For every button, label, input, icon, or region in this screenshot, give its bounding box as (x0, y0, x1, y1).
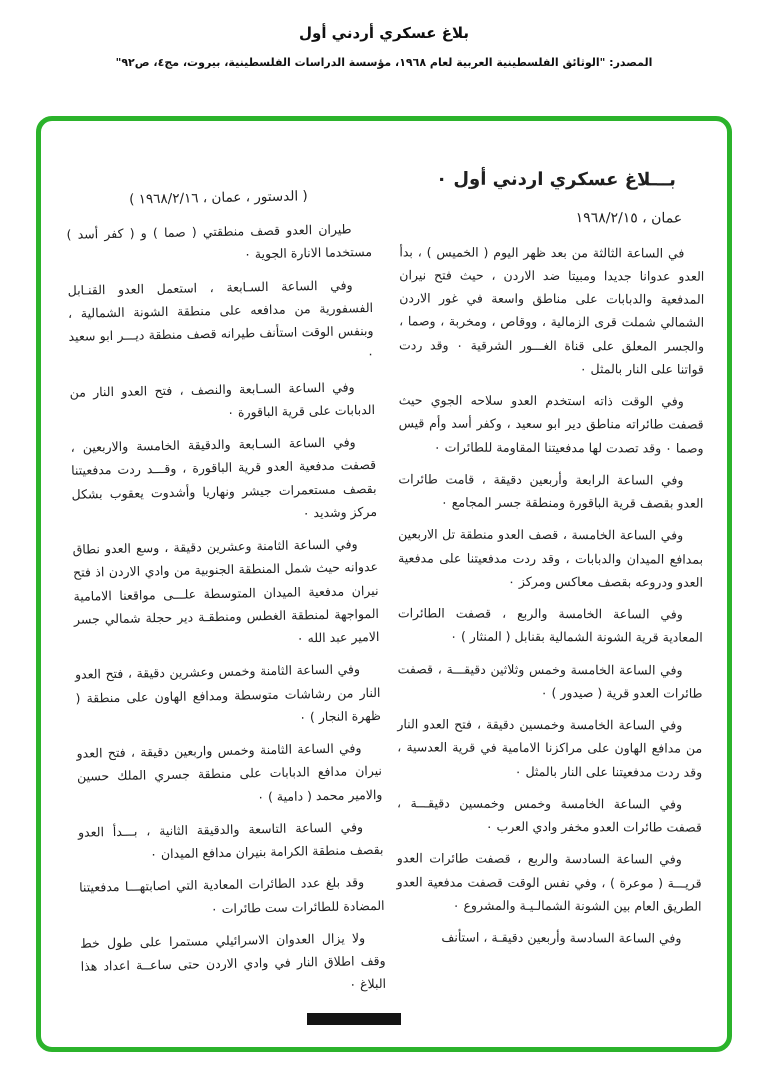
paragraph: وفي الساعة الخامسة وخمس وخمسين دقيقـــة ، قصفت طائرات العدو مخفر وادي العرب ٠ (396, 795, 702, 835)
paragraph: وقد بلغ عدد الطائرات المعادية التي اصابتهـــا مدفعيتنا المضادة للطائرات ست طائرات ٠ (78, 874, 385, 916)
paragraph: وفي الساعة الخامسة ، قصف العدو منطقة تل الاربعين بمدافع الميدان والدبابات ، وقد ردت مدفعيتنا على مدفعية العدو ودروعه بقصف معاكس ومركز ٠ (398, 526, 704, 590)
paragraph: وفي الساعة السادسة والربع ، قصفت طائرات العدو قريـــة ( موعرة ) ، وفي نفس الوقت قصفت مدفعية العدو الطريق العام بين الشونة الشمالـيـة والمشروع ٠ (396, 850, 702, 914)
communique-dateline: عمان ، ١٩٦٨/٢/١٥ (575, 210, 683, 228)
paragraph: وفي الساعة الخامسة وخمس وثلاثين دقيقـــة ، قصفت طائرات العدو قرية ( صيدور ) ٠ (397, 660, 703, 701)
paragraph: وفي الساعة الثامنة وعشرين دقيقة ، وسع العدو نطاق عدوانه حيث شمل المنطقة الجنوبية من وادي الاردن اذ فتح نيران مدفعية الميدان المتوسطة علـــى مواقعنا الامامية المواجهة لمنطقة الغطس ومنطقـة دير حجلة شمالي جسر الامير عبد الله ٠ (72, 536, 380, 646)
paragraph: وفي الساعة السـابعة ، استعمل العدو القنـابل الفسفورية من مدافعه على منطقة الشونة الشمالية ، وبنفس الوقت استأنف طيرانه قصف منطقة ديـــر ابو سعيد ٠ (67, 276, 375, 362)
paragraph: وفي الساعة السـابعة والنصف ، فتح العدو النار من الدبابات على قرية الباقورة ٠ (69, 378, 376, 420)
paragraph: ولا يزال العدوان الاسرائيلي مستمرا على طول خط وقف اطلاق النار في وادي الاردن حتى ساعــة اعداد هذا البلاغ ٠ (80, 930, 387, 992)
scanned-document (41, 121, 727, 1047)
page-title: بلاغ عسكري أردني أول (298, 24, 469, 42)
paragraph: وفي الساعة التاسعة والدقيقة الثانية ، بـــدأ العدو بقصف منطقة الكرامة بنيران مدافع الميدان ٠ (77, 819, 384, 862)
paragraph: وفي الساعة الثامنة وخمس وعشرين دقيقة ، فتح العدو النار من رشاشات متوسطة ومدافع الهاون على منطقة ( ظهرة النجار ) ٠ (74, 661, 382, 725)
document-columns (65, 149, 703, 1005)
source-line: المصدر: "الوثائق الفلسطينية العربية لعام ١٩٦٨، مؤسسة الدراسات الفلسطينية، بيروت، مج٤، ص٩٢" (115, 56, 653, 69)
scan-artifact-bar (307, 1013, 401, 1025)
paragraph: وفي الوقت ذاته استخدم العدو سلاحه الجوي حيث قصفت طائراته مناطق دير ابو سعيد ، وكفر أسد وأم قيس وصما ٠ وقد تصدت لها مدفعيتنا المقاومة للطائرات ٠ (398, 392, 704, 456)
paragraph: وفي الساعة الخامسة وخمسين دقيقة ، فتح العدو النار من مدافع الهاون على مراكزنا الامامية في قرية العدسية ، وقد ردت مدفعيتنا على النار بالمثل ٠ (397, 716, 703, 780)
paragraph: وفي الساعة الخامسة والربع ، قصفت الطائرات المعادية قرية الشونة الشمالية بقنابل ( المنثار ) ٠ (397, 605, 703, 645)
newspaper-dateline: ( الدستور ، عمان ، ١٩٦٨/٢/١٦ ) (128, 188, 308, 208)
communique-title: بـــلاغ عسكري اردني أول ٠ (436, 168, 676, 191)
page-header (0, 0, 768, 69)
paragraph: طيران العدو قصف منطقتي ( صما ) و ( كفر أسد ) مستخدما الانارة الجوية ٠ (66, 221, 373, 262)
paragraph: وفي الساعة الثامنة وخمس واربعين دقيقة ، فتح العدو نيران مدافع الدبابات على منطقة جسري الملك حسين والامير محمد ( دامية ) ٠ (76, 740, 383, 804)
paragraph: وفي الساعة السادسة وأربعين دقيقـة ، استأنف (441, 929, 682, 946)
scan-frame (36, 116, 732, 1052)
paragraph: في الساعة الثالثة من بعد ظهر اليوم ( الخميس ) ، بدأ العدو عدوانا جديدا ومبيتا ضد الاردن ، حيث فتح نيران المدفعية والدبابات على مناطق واسعة في غور الاردن الشمالي شملت قرى الزمالية ، ووقاص ، ومخربة ، وصما ، والجسر المعلق على قناة الغـــور الشرقية ٠ وقد ردت قواتنا على النار بالمثل ٠ (398, 243, 705, 377)
paragraph: وفي الساعة السـابعة والدقيقة الخامسة والاربعين ، قصفت مدفعية العدو قرية الباقورة ، وقـــد ردت مدفعيتنا بقصف مستعمرات جيشر ونهاريا وأشدوت يعقوب بشكل مركز وشديد ٠ (70, 434, 378, 521)
continuation-column (65, 149, 386, 1010)
paragraph: وفي الساعة الرابعة وأربعين دقيقة ، قامت طائرات العدو بقصف قرية الباقورة ومنطقة جسر المجامع ٠ (398, 471, 704, 511)
communique-column (396, 148, 705, 1005)
